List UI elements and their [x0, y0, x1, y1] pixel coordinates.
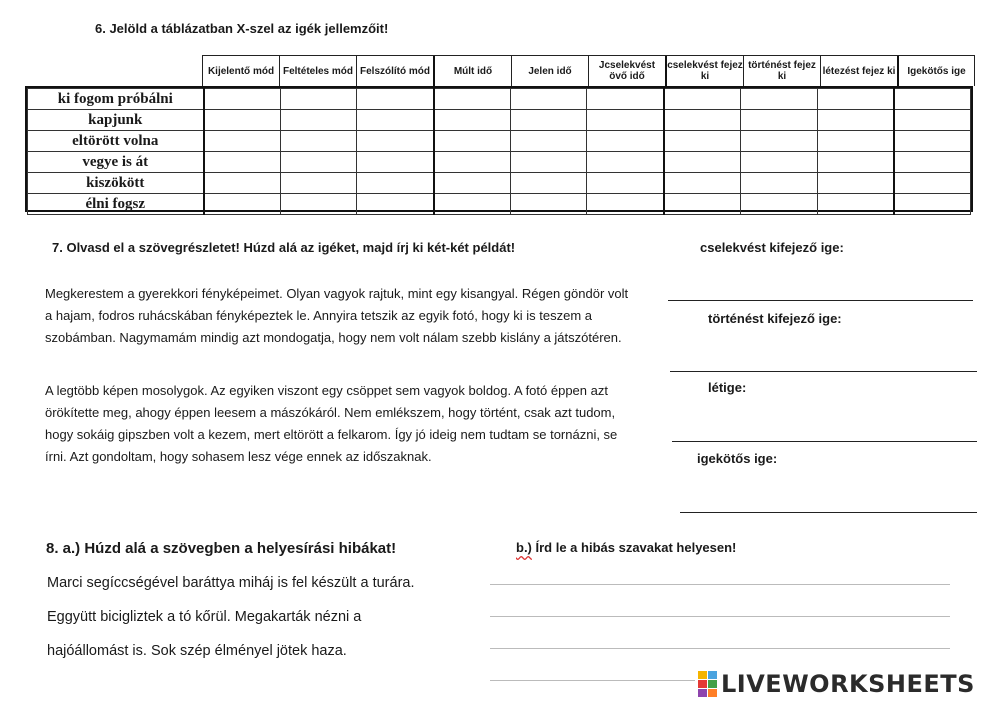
mark-cell[interactable] — [434, 131, 511, 152]
exercise-8a-title: 8. a.) Húzd alá a szövegben a helyesírási hibákat! — [46, 540, 397, 557]
mark-cell[interactable] — [587, 131, 664, 152]
label-prefixed-verb: igekötős ige: — [697, 451, 778, 466]
logo-tile — [698, 680, 707, 688]
mark-cell[interactable] — [280, 110, 357, 131]
mark-cell[interactable] — [664, 131, 741, 152]
col-header: Jelen idő — [511, 56, 588, 86]
logo-tile — [708, 671, 717, 679]
verb-cell: kapjunk — [28, 110, 204, 131]
col-header: Múlt idő — [433, 56, 511, 86]
mark-cell[interactable] — [664, 194, 741, 215]
correction-line-1[interactable] — [490, 584, 950, 585]
col-header: történést fejez ki — [743, 56, 820, 86]
mark-cell[interactable] — [817, 131, 894, 152]
col-header: létezést fejez ki — [820, 56, 897, 86]
mark-cell[interactable] — [894, 173, 971, 194]
table-row — [28, 110, 971, 131]
answer-line-existence[interactable] — [672, 441, 977, 442]
table-row — [28, 89, 971, 110]
error-text-line-1: Marci segíccségével baráttya miháj is fel készült a turára. — [47, 575, 415, 591]
col-header: Kijelentő mód — [207, 65, 275, 77]
mark-cell[interactable] — [740, 89, 817, 110]
mark-cell[interactable] — [204, 110, 281, 131]
error-text-line-3: hajóállomást is. Sok szép élményel jötek haza. — [47, 643, 347, 659]
mark-cell[interactable] — [587, 152, 664, 173]
logo-mark-icon — [698, 671, 717, 697]
col-header: Igekötős ige — [897, 56, 974, 86]
table-header — [202, 55, 975, 86]
mark-cell[interactable] — [740, 110, 817, 131]
mark-cell[interactable] — [817, 194, 894, 215]
correction-line-2[interactable] — [490, 616, 950, 617]
table-row — [28, 131, 971, 152]
mark-cell[interactable] — [280, 194, 357, 215]
reading-paragraph-1: Megkerestem a gyerekkori fényképeimet. Olyan vagyok rajtuk, mint egy kisangyal. Régen göndör volt a hajam, fodros ruhácskában fényképeztek le. Annyira tetszik az egyik fotó, hogy ki is teszem a szobámban. Nagymamám mindig azt mondogatja, hogy nem volt nálam szebb kislány a játszótéren. — [45, 286, 629, 345]
mark-cell[interactable] — [434, 89, 511, 110]
mark-cell[interactable] — [204, 131, 281, 152]
mark-cell[interactable] — [357, 152, 434, 173]
mark-cell[interactable] — [664, 89, 741, 110]
mark-cell[interactable] — [664, 173, 741, 194]
col-header: Felszólító mód — [356, 56, 433, 86]
mark-cell[interactable] — [280, 89, 357, 110]
mark-cell[interactable] — [280, 152, 357, 173]
verb-cell: ki fogom próbálni — [28, 89, 204, 110]
reading-paragraph-2: A legtöbb képen mosolygok. Az egyiken viszont egy csöppet sem vagyok boldog. A fotó éppen azt örökítette meg, ahogy éppen leesem a mászókáról. Nem emlékszem, hogy történt, csak azt tudom, hogy sokáig gipszben volt a kezem, mert eltörött a felkarom. Így jó ideig nem tudtam se tornázni, se írni. Azt gondoltam, hogy sohasem lesz vége ennek az időszaknak. — [45, 383, 618, 464]
mark-cell[interactable] — [740, 152, 817, 173]
mark-cell[interactable] — [894, 89, 971, 110]
exercise-7-title: 7. Olvasd el a szövegrészletet! Húzd alá az igéket, majd írj ki két-két példát! — [52, 240, 516, 255]
logo-tile — [698, 671, 707, 679]
mark-cell[interactable] — [817, 152, 894, 173]
mark-cell[interactable] — [740, 173, 817, 194]
mark-cell[interactable] — [434, 152, 511, 173]
mark-cell[interactable] — [664, 152, 741, 173]
exercise-8b-prefix: b.) — [516, 540, 532, 555]
mark-cell[interactable] — [357, 173, 434, 194]
mark-cell[interactable] — [894, 152, 971, 173]
exercise-8b-title — [516, 540, 736, 555]
mark-cell[interactable] — [587, 194, 664, 215]
table-row — [28, 152, 971, 173]
mark-cell[interactable] — [434, 110, 511, 131]
mark-cell[interactable] — [510, 152, 587, 173]
mark-cell[interactable] — [510, 131, 587, 152]
mark-cell[interactable] — [280, 131, 357, 152]
logo-tile — [708, 689, 717, 697]
mark-cell[interactable] — [740, 131, 817, 152]
answer-line-event[interactable] — [670, 371, 977, 372]
mark-cell[interactable] — [817, 110, 894, 131]
col-header: Feltételes mód — [279, 56, 356, 86]
mark-cell[interactable] — [510, 110, 587, 131]
mark-cell[interactable] — [894, 131, 971, 152]
liveworksheets-logo — [698, 670, 975, 698]
mark-cell[interactable] — [587, 173, 664, 194]
exercise-6-title: 6. Jelöld a táblázatban X-szel az igék jellemzőit! — [95, 21, 389, 36]
mark-cell[interactable] — [664, 110, 741, 131]
mark-cell[interactable] — [204, 152, 281, 173]
col-header: cselekvést fejez ki — [665, 56, 743, 86]
verb-cell: élni fogsz — [28, 194, 204, 215]
verb-cell: eltörött volna — [28, 131, 204, 152]
mark-cell[interactable] — [204, 194, 281, 215]
answer-line-prefixed[interactable] — [680, 512, 977, 513]
verb-cell: vegye is át — [28, 152, 204, 173]
label-action-verb: cselekvést kifejező ige: — [700, 240, 844, 255]
correction-line-3[interactable] — [490, 648, 950, 649]
logo-text: LIVEWORKSHEETS — [721, 670, 975, 698]
table-row — [28, 173, 971, 194]
col-header: Jcselekvést övő idő — [588, 56, 665, 86]
correction-line-4[interactable] — [490, 680, 695, 681]
verb-cell: kiszökött — [28, 173, 204, 194]
mark-cell[interactable] — [434, 194, 511, 215]
mark-cell[interactable] — [817, 173, 894, 194]
mark-cell[interactable] — [817, 89, 894, 110]
mark-cell[interactable] — [510, 173, 587, 194]
mark-cell[interactable] — [204, 173, 281, 194]
logo-tile — [698, 689, 707, 697]
label-existence-verb: létige: — [708, 380, 747, 395]
label-event-verb: történést kifejező ige: — [708, 311, 842, 326]
mark-cell[interactable] — [740, 194, 817, 215]
mark-cell[interactable] — [587, 89, 664, 110]
mark-cell[interactable] — [357, 110, 434, 131]
table-row — [28, 194, 971, 215]
mark-cell[interactable] — [357, 131, 434, 152]
exercise-8b-text: Írd le a hibás szavakat helyesen! — [531, 540, 737, 555]
mark-cell[interactable] — [587, 110, 664, 131]
mark-cell[interactable] — [357, 89, 434, 110]
mark-cell[interactable] — [510, 89, 587, 110]
mark-cell[interactable] — [894, 194, 971, 215]
error-text-line-2: Eggyütt bicigliztek a tó kőrül. Megakarták nézni a — [47, 609, 362, 625]
mark-cell[interactable] — [280, 173, 357, 194]
mark-cell[interactable] — [894, 110, 971, 131]
answer-line-action[interactable] — [668, 300, 973, 301]
mark-cell[interactable] — [204, 89, 281, 110]
logo-tile — [708, 680, 717, 688]
verb-table — [25, 86, 973, 212]
mark-cell[interactable] — [510, 194, 587, 215]
mark-cell[interactable] — [434, 173, 511, 194]
mark-cell[interactable] — [357, 194, 434, 215]
